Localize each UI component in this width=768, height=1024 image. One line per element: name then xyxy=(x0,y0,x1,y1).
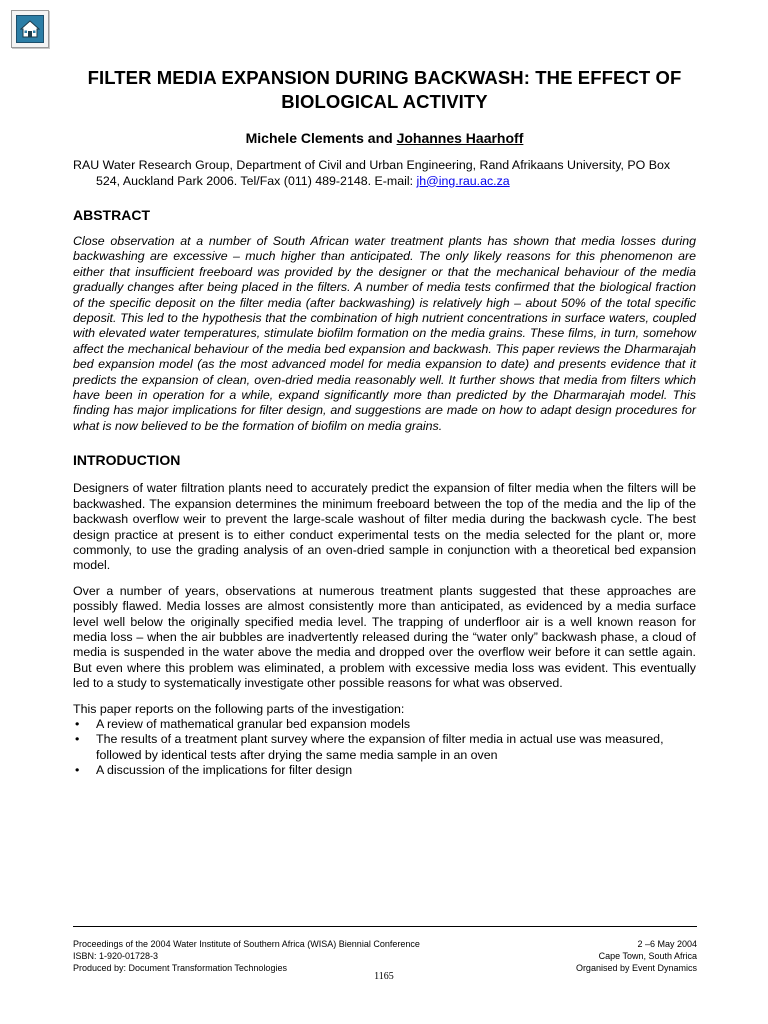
bullet-icon: • xyxy=(75,716,80,731)
paper-title: FILTER MEDIA EXPANSION DURING BACKWASH: THE EFFECT OF BIOLOGICAL ACTIVITY xyxy=(87,67,682,112)
paper-body xyxy=(73,66,696,779)
intro-paragraph-1: Designers of water filtration plants need to accurately predict the expansion of filter media when the filters will be backwashed. The expansion determines the minimum freeboard between the top of the media and the lip of the backwash overflow weir to prevent the large-scale washout of filter media during the backwash cycle. The best design practice at present is to either conduct experimental tests on the media selected for the plant or, more commonly, to use the grading analysis of an oven-dried sample in conjunction with a theoretical bed expansion model. xyxy=(73,481,696,573)
list-item-text: A review of mathematical granular bed expansion models xyxy=(96,716,411,731)
list-item-text: A discussion of the implications for filter design xyxy=(96,763,353,778)
list-item-text: The results of a treatment plant survey where the expansion of filter media in actual use was measured, followed by identical tests after drying the same media sample in an oven xyxy=(96,732,664,762)
list-item xyxy=(73,732,696,763)
list-item xyxy=(73,717,696,732)
footer-row xyxy=(73,950,697,962)
footer xyxy=(73,938,697,974)
list-item xyxy=(73,763,696,778)
footer-right-line: Organised by Event Dynamics xyxy=(575,963,697,973)
footer-divider xyxy=(73,926,697,927)
author-second-link[interactable]: Johannes Haarhoff xyxy=(396,130,524,146)
introduction-heading: INTRODUCTION xyxy=(73,452,181,469)
home-icon xyxy=(16,15,44,43)
intro-paragraph-2: Over a number of years, observations at numerous treatment plants suggested that these approaches are possibly flawed. Media losses are almost consistently more than anticipated, as evidenced by a media surface level well below the originally specified media level. The trapping of underfloor air is a well known reason for media loss – when the air bubbles are inadvertently released during the “water only” backwash phase, a cloud of media is suspended in the water above the media and dropped over the overflow weir before it can settle again. But even where this problem was eliminated, a problem with excessive media loss was evident. This eventually led to a study to systematically investigate other possible reasons for what was observed. xyxy=(73,583,696,691)
footer-left-line: Produced by: Document Transformation Technologies xyxy=(73,963,287,973)
footer-left-line: ISBN: 1-920-01728-3 xyxy=(73,951,159,961)
home-button[interactable] xyxy=(11,10,49,48)
footer-row xyxy=(73,938,697,950)
investigation-list xyxy=(73,717,696,779)
author-line xyxy=(73,129,696,147)
email-link[interactable]: jh@ing.rau.ac.za xyxy=(416,173,510,188)
author-conjunction: and xyxy=(363,130,397,146)
footer-right-line: 2 –6 May 2004 xyxy=(637,939,697,949)
footer-left-line: Proceedings of the 2004 Water Institute of Southern Africa (WISA) Biennial Conference xyxy=(73,939,420,949)
bullet-icon: • xyxy=(75,732,80,747)
bullet-icon: • xyxy=(75,763,80,778)
author-first: Michele Clements xyxy=(245,130,364,146)
intro-paragraph-3: This paper reports on the following parts of the investigation: xyxy=(73,701,405,716)
footer-right-line: Cape Town, South Africa xyxy=(598,951,697,961)
affiliation-text: RAU Water Research Group, Department of Civil and Urban Engineering, Rand Afrikaans University, PO Box 524, Auckland Park 2006. Tel/Fax (011) 489-2148. E-mail: xyxy=(73,158,671,188)
affiliation xyxy=(73,158,696,189)
abstract-heading: ABSTRACT xyxy=(73,207,150,223)
page-number: 1165 xyxy=(374,971,394,982)
abstract-text: Close observation at a number of South African water treatment plants has shown that media losses during backwashing are excessive – much higher than anticipated. The only likely reasons for this phenomenon are either that insufficient freeboard was provided by the designer or that the mechanical behaviour of the media gradually changes after being placed in the filters. A number of media tests confirmed that the biological fraction of the specific deposit on the filter media (after backwashing) is relatively high – about 50% of the total specific deposit. This led to the hypothesis that the combination of high nutrient concentrations in surface waters, coupled with elevated water temperatures, stimulate biofilm formation on the media grains. These films, in turn, somehow affect the mechanical behaviour of the media bed expansion and backwash. This paper reviews the Dharmarajah bed expansion model (as the most advanced model for media expansion to date) and presents evidence that it predicts the expansion of clean, oven-dried media reasonably well. It further shows that media from filters which have been in operation for a while, expand significantly more than predicted by the Dharmarajah model. This finding has major implications for filter design, and suggestions are made on how to adapt design procedures for what is now believed to be the formation of biofilm on media grains. xyxy=(73,234,696,433)
